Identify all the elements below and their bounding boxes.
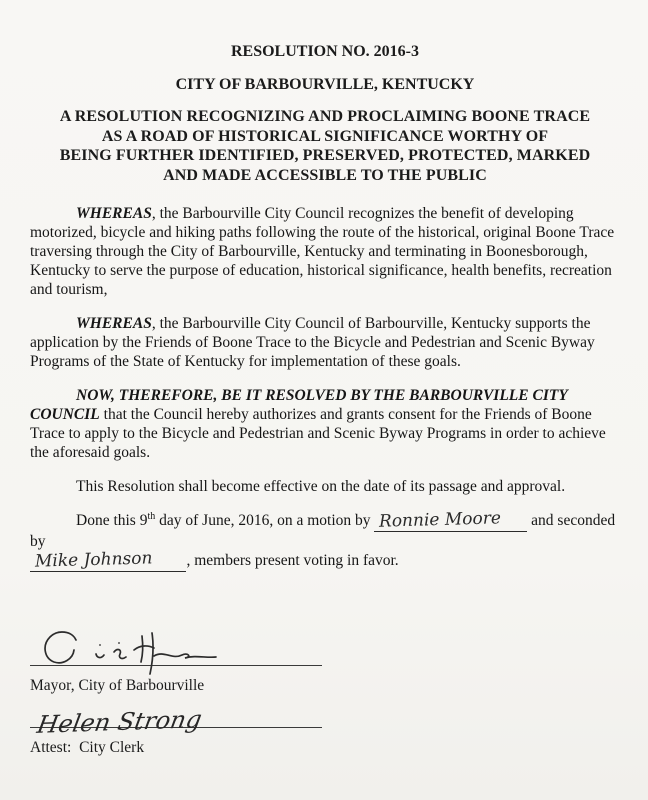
- resolution-title-line-4: AND MADE ACCESSIBLE TO THE PUBLIC: [163, 166, 487, 184]
- mayor-signature-line: [30, 628, 322, 666]
- clerk-handwritten-signature: Helen Strong: [34, 705, 204, 739]
- whereas-2-lead: WHEREAS: [76, 315, 152, 332]
- paragraph-effective: This Resolution shall become effective on the date of its passage and approval.: [76, 478, 566, 495]
- resolved-text: that the Council hereby authorizes and grants consent for the Friends of Boone Trace to apply to the Bicycle and Pedestrian and Scenic Byway Programs in order to achieve the aforesaid goals.: [30, 406, 610, 461]
- day-ordinal-suffix: th: [147, 510, 156, 522]
- motion-by-blank: [374, 508, 527, 532]
- resolution-number: RESOLUTION NO. 2016-3: [230, 43, 420, 60]
- mayor-title-label: Mayor, City of Barbourville: [30, 677, 205, 694]
- execution-text-2: day of June, 2016, on a motion by: [155, 512, 375, 529]
- execution-text-4: , members present voting in favor.: [186, 552, 399, 569]
- resolution-title-line-2: AS A ROAD OF HISTORICAL SIGNIFICANCE WORTHY OF: [101, 127, 549, 145]
- whereas-2-text: , the Barbourville City Council of Barbourville, Kentucky supports the application by the Friends of Boone Trace to the Bicycle and Pedestrian and Scenic Byway Programs of the State of Kentucky for implementation of these goals.: [30, 315, 599, 370]
- execution-text-1: Done this 9: [76, 512, 148, 529]
- mayor-signature-scribble: [30, 624, 270, 676]
- clerk-signature-line: [30, 700, 322, 739]
- whereas-1-text: , the Barbourville City Council recognizes the benefit of developing motorized, bicycle and hiking paths following the route of the historical, original Boone Trace traversing through the City of Barbourville, Kentucky and terminating in Boonesborough, Kentucky to serve the purpose of education, historical significance, health benefits, recreation and tourism,: [30, 205, 619, 298]
- whereas-1-lead: WHEREAS: [76, 205, 152, 222]
- resolved-lead: NOW, THEREFORE, BE IT RESOLVED BY THE BARBOURVILLE CITY COUNCIL: [30, 387, 572, 423]
- seconded-by-handwritten-name: Mike Johnson: [34, 548, 153, 572]
- seconded-by-blank: [30, 548, 186, 572]
- attest-label: Attest: City Clerk: [30, 739, 145, 756]
- paragraph-execution: [30, 508, 620, 572]
- paragraph-whereas-1: [30, 204, 620, 299]
- resolution-title-line-1: A RESOLUTION RECOGNIZING AND PROCLAIMING BOONE TRACE: [59, 108, 591, 125]
- paragraph-whereas-2: [30, 314, 620, 371]
- resolution-title: [30, 107, 620, 185]
- city-heading: CITY OF BARBOURVILLE, KENTUCKY: [175, 76, 475, 93]
- execution-text-3: and seconded by: [30, 512, 619, 550]
- resolution-title-line-3: BEING FURTHER IDENTIFIED, PRESERVED, PROTECTED, MARKED: [59, 147, 591, 164]
- signature-block: [30, 628, 322, 757]
- paragraph-resolved: [30, 386, 620, 462]
- motion-by-handwritten-name: Ronnie Moore: [379, 508, 502, 532]
